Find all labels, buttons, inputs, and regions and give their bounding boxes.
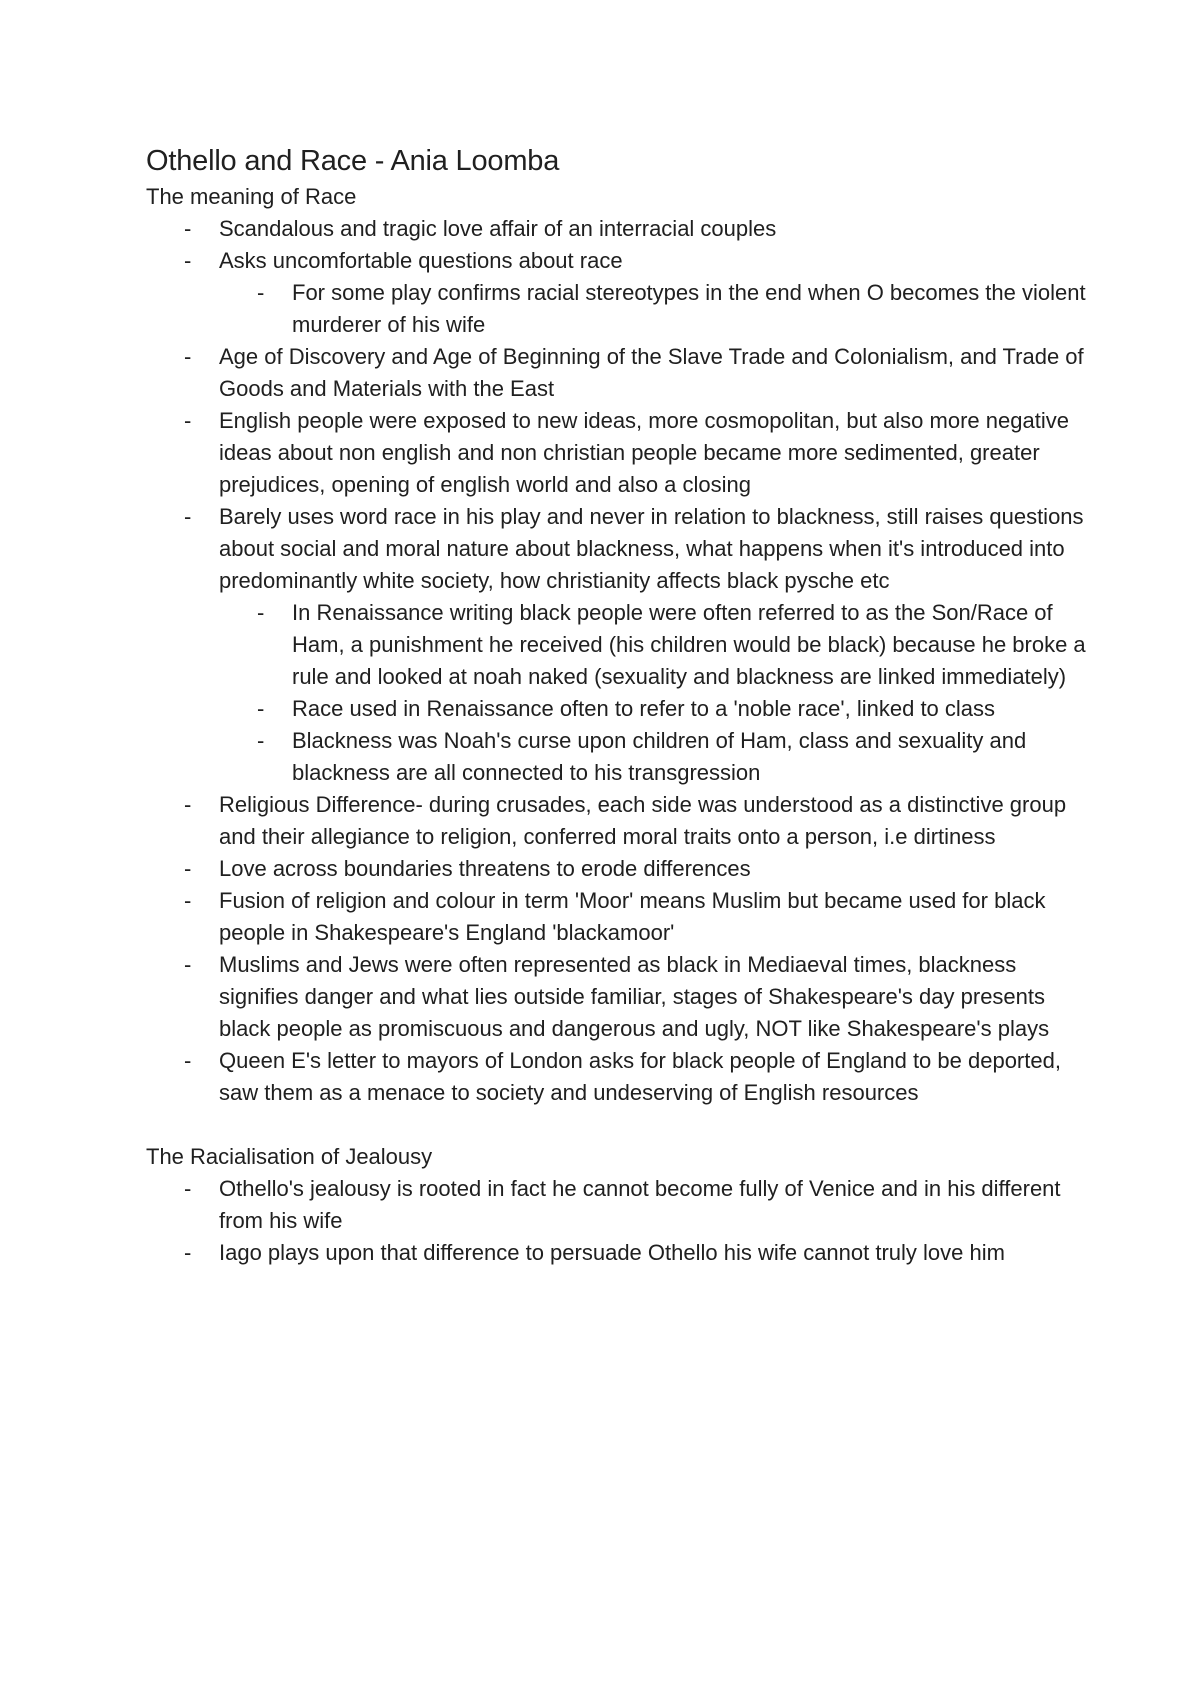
bullet-text: English people were exposed to new ideas, more cosmopolitan, but also more negative ideas about non english and non christian people became more sedimented, greater prejudices, opening of english world and also a closing	[219, 408, 1069, 497]
document-body	[146, 142, 1086, 1269]
sections-container	[146, 181, 1086, 1269]
section	[146, 1141, 1086, 1269]
bullet-item	[146, 405, 1086, 501]
sub-bullet-list	[219, 597, 1086, 789]
bullet-item	[146, 1237, 1086, 1269]
dash-bullet-icon: -	[184, 248, 192, 273]
dash-bullet-icon: -	[184, 888, 192, 913]
bullet-item	[146, 853, 1086, 885]
bullet-item	[146, 1045, 1086, 1109]
sub-bullet-text: For some play confirms racial stereotypes in the end when O becomes the violent murderer of his wife	[292, 280, 1086, 337]
bullet-text: Love across boundaries threatens to erode differences	[219, 856, 751, 881]
bullet-text: Religious Difference- during crusades, each side was understood as a distinctive group and their allegiance to religion, conferred moral traits onto a person, i.e dirtiness	[219, 792, 1067, 849]
bullet-text: Barely uses word race in his play and never in relation to blackness, still raises questions about social and moral nature about blackness, what happens when it's introduced into predominantly white society, how christianity affects black pysche etc	[219, 504, 1084, 593]
sub-bullet-text: Race used in Renaissance often to refer to a 'noble race', linked to class	[292, 696, 996, 721]
sub-bullet-item	[219, 597, 1086, 693]
bullet-text: Age of Discovery and Age of Beginning of the Slave Trade and Colonialism, and Trade of Goods and Materials with the East	[219, 344, 1084, 401]
bullet-item	[146, 501, 1086, 789]
bullet-item	[146, 341, 1086, 405]
bullet-item	[146, 789, 1086, 853]
document-title: Othello and Race - Ania Loomba	[146, 145, 560, 177]
bullet-text: Asks uncomfortable questions about race	[219, 248, 623, 273]
bullet-text: Fusion of religion and colour in term 'Moor' means Muslim but became used for black people in Shakespeare's England 'blackamoor'	[219, 888, 1046, 945]
dash-bullet-icon: -	[184, 1176, 192, 1201]
dash-bullet-icon: -	[257, 280, 265, 305]
bullet-list	[146, 1173, 1086, 1269]
dash-bullet-icon: -	[257, 696, 265, 721]
bullet-text: Scandalous and tragic love affair of an interracial couples	[219, 216, 777, 241]
dash-bullet-icon: -	[184, 952, 192, 977]
bullet-item	[146, 213, 1086, 245]
sub-bullet-text: In Renaissance writing black people were often referred to as the Son/Race of Ham, a punishment he received (his children would be black) because he broke a rule and looked at noah naked (sexuality and blackness are linked immediately)	[292, 600, 1086, 689]
sub-bullet-item	[219, 693, 1086, 725]
bullet-text: Iago plays upon that difference to persuade Othello his wife cannot truly love him	[219, 1240, 1005, 1265]
bullet-item	[146, 885, 1086, 949]
bullet-item	[146, 1173, 1086, 1237]
bullet-text: Othello's jealousy is rooted in fact he cannot become fully of Venice and in his different from his wife	[219, 1176, 1061, 1233]
dash-bullet-icon: -	[184, 1240, 192, 1265]
bullet-item	[146, 245, 1086, 341]
section-heading: The Racialisation of Jealousy	[146, 1144, 433, 1169]
dash-bullet-icon: -	[184, 1048, 192, 1073]
dash-bullet-icon: -	[257, 728, 265, 753]
bullet-list	[146, 213, 1086, 1109]
dash-bullet-icon: -	[184, 216, 192, 241]
dash-bullet-icon: -	[184, 792, 192, 817]
sub-bullet-text: Blackness was Noah's curse upon children of Ham, class and sexuality and blackness are all connected to his transgression	[292, 728, 1027, 785]
dash-bullet-icon: -	[184, 344, 192, 369]
dash-bullet-icon: -	[184, 408, 192, 433]
section-spacer	[146, 1109, 1086, 1141]
dash-bullet-icon: -	[184, 504, 192, 529]
bullet-text: Muslims and Jews were often represented as black in Mediaeval times, blackness signifies danger and what lies outside familiar, stages of Shakespeare's day presents black people as promiscuous and dangerous and ugly, NOT like Shakespeare's plays	[219, 952, 1050, 1041]
section	[146, 181, 1086, 1109]
sub-bullet-item	[219, 725, 1086, 789]
bullet-item	[146, 949, 1086, 1045]
sub-bullet-item	[219, 277, 1086, 341]
section-heading: The meaning of Race	[146, 184, 357, 209]
dash-bullet-icon: -	[184, 856, 192, 881]
sub-bullet-list	[219, 277, 1086, 341]
bullet-text: Queen E's letter to mayors of London asks for black people of England to be deported, saw them as a menace to society and undeserving of English resources	[219, 1048, 1061, 1105]
dash-bullet-icon: -	[257, 600, 265, 625]
